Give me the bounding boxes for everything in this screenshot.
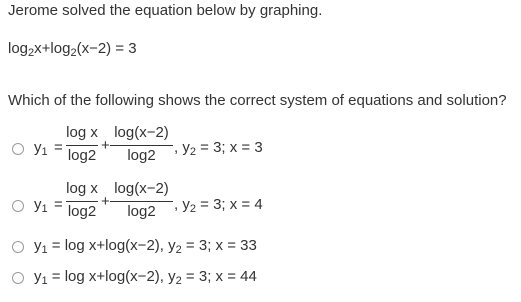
log-argument: (x−2) = 3 [76, 40, 137, 57]
option-equation: $y_1 = \log x+\log(x-2)$, $y_2 = 3$; x = 33 [34, 237, 257, 256]
plus-sign: + [101, 193, 110, 210]
fraction-numerator: log(x−2) [114, 180, 169, 197]
fraction-denominator: log2 [127, 147, 156, 164]
option-equation: $y_1 = \log x+\log(x-2)$, $y_2 = 3$; x = 44 [34, 268, 257, 287]
equals-sign: = [54, 196, 63, 213]
fraction-bar [110, 145, 173, 146]
answer-option-c[interactable] [0, 236, 521, 258]
equals-sign: = [54, 139, 63, 156]
answer-option-d[interactable] [0, 267, 521, 289]
y1-label: $y_1$ [34, 139, 48, 158]
log-argument: x+ [34, 40, 51, 57]
log-base: 2 [28, 47, 35, 59]
fraction-denominator: log2 [67, 147, 97, 164]
fraction-numerator: log(x−2) [114, 124, 169, 141]
answer-option-b[interactable] [0, 180, 521, 226]
radio-button[interactable] [12, 143, 24, 155]
log-text: log [8, 40, 29, 57]
fraction-bar [110, 201, 173, 202]
plus-sign: + [101, 137, 110, 154]
question-intro: Jerome solved the equation below by graphing. [8, 2, 323, 19]
fraction-denominator: log2 [127, 203, 156, 220]
radio-button[interactable] [12, 272, 24, 284]
y2-solution: , $y_2 = 3$; x = 3 [174, 139, 263, 158]
question-prompt: Which of the following shows the correct system of equations and solution? [8, 92, 507, 109]
radio-button[interactable] [12, 200, 24, 212]
given-equation [8, 40, 137, 57]
y1-label: $y_1$ [34, 196, 48, 215]
y2-solution: , $y_2 = 3$; x = 4 [174, 196, 263, 215]
fraction-bar [66, 145, 98, 146]
fraction-bar [66, 201, 98, 202]
fraction-denominator: log2 [67, 203, 97, 220]
fraction-numerator: log x [66, 124, 98, 141]
answer-option-a[interactable] [0, 122, 521, 168]
radio-button[interactable] [12, 241, 24, 253]
log-text: log [50, 40, 71, 57]
log-base: 2 [70, 47, 77, 59]
fraction-numerator: log x [66, 180, 98, 197]
